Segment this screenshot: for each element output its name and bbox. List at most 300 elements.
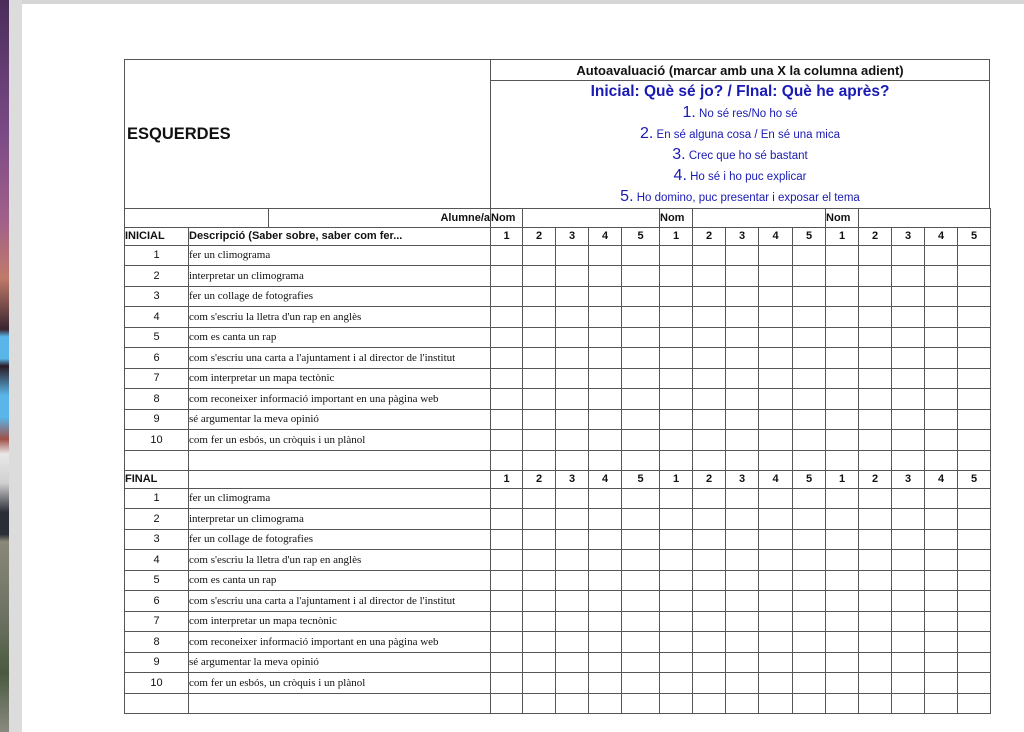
rating-cell[interactable]: [958, 632, 991, 653]
rating-cell[interactable]: [491, 611, 523, 632]
rating-cell[interactable]: [759, 389, 793, 410]
rating-cell[interactable]: [859, 488, 892, 509]
rating-cell[interactable]: [958, 307, 991, 328]
rating-cell[interactable]: [726, 245, 759, 266]
rating-cell[interactable]: [925, 673, 958, 694]
rating-cell[interactable]: [859, 632, 892, 653]
rating-cell[interactable]: [826, 430, 859, 451]
rating-cell[interactable]: [491, 327, 523, 348]
rating-cell[interactable]: [556, 430, 589, 451]
rating-cell[interactable]: [556, 307, 589, 328]
rating-cell[interactable]: [523, 286, 556, 307]
rating-cell[interactable]: [556, 450, 589, 471]
rating-cell[interactable]: [925, 348, 958, 369]
rating-cell[interactable]: [660, 307, 693, 328]
rating-cell[interactable]: [793, 632, 826, 653]
rating-cell[interactable]: [958, 652, 991, 673]
rating-cell[interactable]: [826, 673, 859, 694]
rating-cell[interactable]: [726, 509, 759, 530]
rating-cell[interactable]: [726, 529, 759, 550]
rating-cell[interactable]: [958, 673, 991, 694]
rating-cell[interactable]: [793, 488, 826, 509]
rating-cell[interactable]: [622, 509, 660, 530]
rating-cell[interactable]: [660, 266, 693, 287]
rating-cell[interactable]: [958, 430, 991, 451]
rating-cell[interactable]: [523, 509, 556, 530]
rating-cell[interactable]: [925, 693, 958, 714]
rating-cell[interactable]: [759, 652, 793, 673]
rating-cell[interactable]: [925, 611, 958, 632]
rating-cell[interactable]: [491, 266, 523, 287]
rating-cell[interactable]: [859, 327, 892, 348]
rating-cell[interactable]: [925, 632, 958, 653]
rating-cell[interactable]: [660, 348, 693, 369]
rating-cell[interactable]: [660, 430, 693, 451]
rating-cell[interactable]: [826, 570, 859, 591]
rating-cell[interactable]: [925, 652, 958, 673]
rating-cell[interactable]: [925, 327, 958, 348]
rating-cell[interactable]: [793, 611, 826, 632]
rating-cell[interactable]: [660, 286, 693, 307]
rating-cell[interactable]: [556, 488, 589, 509]
rating-cell[interactable]: [892, 450, 925, 471]
rating-cell[interactable]: [491, 509, 523, 530]
rating-cell[interactable]: [759, 368, 793, 389]
rating-cell[interactable]: [523, 550, 556, 571]
rating-cell[interactable]: [925, 266, 958, 287]
rating-cell[interactable]: [793, 570, 826, 591]
rating-cell[interactable]: [589, 430, 622, 451]
rating-cell[interactable]: [793, 327, 826, 348]
rating-cell[interactable]: [759, 488, 793, 509]
rating-cell[interactable]: [859, 266, 892, 287]
student-name-field[interactable]: [523, 209, 660, 228]
rating-cell[interactable]: [892, 368, 925, 389]
rating-cell[interactable]: [556, 266, 589, 287]
rating-cell[interactable]: [759, 632, 793, 653]
rating-cell[interactable]: [622, 409, 660, 430]
rating-cell[interactable]: [660, 550, 693, 571]
rating-cell[interactable]: [660, 245, 693, 266]
rating-cell[interactable]: [556, 368, 589, 389]
rating-cell[interactable]: [726, 591, 759, 612]
rating-cell[interactable]: [556, 693, 589, 714]
rating-cell[interactable]: [556, 570, 589, 591]
rating-cell[interactable]: [925, 509, 958, 530]
rating-cell[interactable]: [892, 286, 925, 307]
rating-cell[interactable]: [759, 245, 793, 266]
rating-cell[interactable]: [726, 389, 759, 410]
rating-cell[interactable]: [859, 611, 892, 632]
rating-cell[interactable]: [759, 570, 793, 591]
rating-cell[interactable]: [660, 570, 693, 591]
rating-cell[interactable]: [925, 570, 958, 591]
rating-cell[interactable]: [859, 509, 892, 530]
rating-cell[interactable]: [523, 632, 556, 653]
rating-cell[interactable]: [826, 409, 859, 430]
rating-cell[interactable]: [660, 673, 693, 694]
rating-cell[interactable]: [859, 550, 892, 571]
rating-cell[interactable]: [826, 450, 859, 471]
rating-cell[interactable]: [958, 389, 991, 410]
rating-cell[interactable]: [892, 327, 925, 348]
rating-cell[interactable]: [892, 611, 925, 632]
rating-cell[interactable]: [523, 652, 556, 673]
rating-cell[interactable]: [693, 450, 726, 471]
rating-cell[interactable]: [759, 327, 793, 348]
rating-cell[interactable]: [793, 307, 826, 328]
rating-cell[interactable]: [622, 348, 660, 369]
rating-cell[interactable]: [491, 389, 523, 410]
rating-cell[interactable]: [726, 430, 759, 451]
rating-cell[interactable]: [660, 450, 693, 471]
rating-cell[interactable]: [556, 632, 589, 653]
rating-cell[interactable]: [693, 488, 726, 509]
rating-cell[interactable]: [958, 266, 991, 287]
rating-cell[interactable]: [622, 673, 660, 694]
rating-cell[interactable]: [693, 509, 726, 530]
rating-cell[interactable]: [793, 652, 826, 673]
rating-cell[interactable]: [726, 488, 759, 509]
rating-cell[interactable]: [589, 245, 622, 266]
rating-cell[interactable]: [491, 488, 523, 509]
rating-cell[interactable]: [491, 632, 523, 653]
rating-cell[interactable]: [523, 348, 556, 369]
rating-cell[interactable]: [793, 245, 826, 266]
rating-cell[interactable]: [726, 611, 759, 632]
rating-cell[interactable]: [693, 266, 726, 287]
rating-cell[interactable]: [726, 632, 759, 653]
rating-cell[interactable]: [958, 591, 991, 612]
rating-cell[interactable]: [491, 245, 523, 266]
rating-cell[interactable]: [589, 307, 622, 328]
rating-cell[interactable]: [859, 389, 892, 410]
rating-cell[interactable]: [491, 693, 523, 714]
rating-cell[interactable]: [925, 488, 958, 509]
rating-cell[interactable]: [892, 409, 925, 430]
rating-cell[interactable]: [759, 673, 793, 694]
rating-cell[interactable]: [759, 529, 793, 550]
rating-cell[interactable]: [925, 591, 958, 612]
rating-cell[interactable]: [793, 266, 826, 287]
rating-cell[interactable]: [491, 286, 523, 307]
rating-cell[interactable]: [859, 245, 892, 266]
rating-cell[interactable]: [556, 348, 589, 369]
rating-cell[interactable]: [925, 389, 958, 410]
rating-cell[interactable]: [726, 286, 759, 307]
rating-cell[interactable]: [958, 368, 991, 389]
rating-cell[interactable]: [589, 673, 622, 694]
rating-cell[interactable]: [859, 348, 892, 369]
rating-cell[interactable]: [523, 673, 556, 694]
rating-cell[interactable]: [793, 450, 826, 471]
rating-cell[interactable]: [826, 286, 859, 307]
rating-cell[interactable]: [793, 409, 826, 430]
rating-cell[interactable]: [859, 307, 892, 328]
rating-cell[interactable]: [892, 389, 925, 410]
rating-cell[interactable]: [589, 286, 622, 307]
rating-cell[interactable]: [925, 368, 958, 389]
rating-cell[interactable]: [622, 632, 660, 653]
rating-cell[interactable]: [693, 652, 726, 673]
rating-cell[interactable]: [556, 245, 589, 266]
rating-cell[interactable]: [958, 550, 991, 571]
rating-cell[interactable]: [660, 632, 693, 653]
rating-cell[interactable]: [589, 509, 622, 530]
rating-cell[interactable]: [491, 368, 523, 389]
rating-cell[interactable]: [523, 409, 556, 430]
rating-cell[interactable]: [826, 327, 859, 348]
rating-cell[interactable]: [958, 509, 991, 530]
rating-cell[interactable]: [892, 348, 925, 369]
rating-cell[interactable]: [859, 591, 892, 612]
rating-cell[interactable]: [892, 307, 925, 328]
rating-cell[interactable]: [523, 488, 556, 509]
rating-cell[interactable]: [589, 488, 622, 509]
rating-cell[interactable]: [759, 307, 793, 328]
rating-cell[interactable]: [925, 307, 958, 328]
rating-cell[interactable]: [556, 327, 589, 348]
rating-cell[interactable]: [793, 348, 826, 369]
rating-cell[interactable]: [826, 348, 859, 369]
rating-cell[interactable]: [693, 307, 726, 328]
rating-cell[interactable]: [826, 693, 859, 714]
rating-cell[interactable]: [759, 409, 793, 430]
rating-cell[interactable]: [622, 389, 660, 410]
rating-cell[interactable]: [793, 673, 826, 694]
rating-cell[interactable]: [958, 570, 991, 591]
rating-cell[interactable]: [491, 430, 523, 451]
rating-cell[interactable]: [589, 570, 622, 591]
rating-cell[interactable]: [523, 570, 556, 591]
rating-cell[interactable]: [826, 529, 859, 550]
rating-cell[interactable]: [759, 430, 793, 451]
rating-cell[interactable]: [925, 409, 958, 430]
rating-cell[interactable]: [693, 550, 726, 571]
rating-cell[interactable]: [693, 409, 726, 430]
rating-cell[interactable]: [958, 348, 991, 369]
rating-cell[interactable]: [693, 591, 726, 612]
rating-cell[interactable]: [859, 286, 892, 307]
rating-cell[interactable]: [693, 673, 726, 694]
rating-cell[interactable]: [925, 430, 958, 451]
rating-cell[interactable]: [793, 693, 826, 714]
rating-cell[interactable]: [826, 591, 859, 612]
rating-cell[interactable]: [589, 327, 622, 348]
rating-cell[interactable]: [523, 611, 556, 632]
rating-cell[interactable]: [958, 450, 991, 471]
rating-cell[interactable]: [660, 652, 693, 673]
rating-cell[interactable]: [660, 368, 693, 389]
rating-cell[interactable]: [759, 450, 793, 471]
rating-cell[interactable]: [693, 529, 726, 550]
rating-cell[interactable]: [622, 245, 660, 266]
rating-cell[interactable]: [693, 430, 726, 451]
rating-cell[interactable]: [793, 368, 826, 389]
rating-cell[interactable]: [523, 693, 556, 714]
rating-cell[interactable]: [622, 488, 660, 509]
rating-cell[interactable]: [793, 389, 826, 410]
rating-cell[interactable]: [693, 632, 726, 653]
rating-cell[interactable]: [589, 450, 622, 471]
rating-cell[interactable]: [726, 652, 759, 673]
rating-cell[interactable]: [759, 611, 793, 632]
rating-cell[interactable]: [726, 307, 759, 328]
rating-cell[interactable]: [491, 307, 523, 328]
rating-cell[interactable]: [660, 509, 693, 530]
rating-cell[interactable]: [726, 550, 759, 571]
rating-cell[interactable]: [726, 327, 759, 348]
rating-cell[interactable]: [589, 529, 622, 550]
rating-cell[interactable]: [793, 286, 826, 307]
rating-cell[interactable]: [826, 488, 859, 509]
rating-cell[interactable]: [622, 529, 660, 550]
rating-cell[interactable]: [622, 368, 660, 389]
rating-cell[interactable]: [660, 591, 693, 612]
rating-cell[interactable]: [826, 245, 859, 266]
rating-cell[interactable]: [759, 286, 793, 307]
rating-cell[interactable]: [793, 529, 826, 550]
rating-cell[interactable]: [693, 611, 726, 632]
rating-cell[interactable]: [859, 409, 892, 430]
rating-cell[interactable]: [660, 409, 693, 430]
rating-cell[interactable]: [859, 450, 892, 471]
rating-cell[interactable]: [491, 450, 523, 471]
rating-cell[interactable]: [556, 509, 589, 530]
rating-cell[interactable]: [958, 409, 991, 430]
rating-cell[interactable]: [660, 529, 693, 550]
rating-cell[interactable]: [491, 409, 523, 430]
rating-cell[interactable]: [793, 509, 826, 530]
rating-cell[interactable]: [859, 368, 892, 389]
rating-cell[interactable]: [622, 652, 660, 673]
rating-cell[interactable]: [622, 591, 660, 612]
rating-cell[interactable]: [556, 550, 589, 571]
rating-cell[interactable]: [693, 348, 726, 369]
rating-cell[interactable]: [523, 430, 556, 451]
rating-cell[interactable]: [726, 266, 759, 287]
rating-cell[interactable]: [726, 570, 759, 591]
rating-cell[interactable]: [589, 693, 622, 714]
rating-cell[interactable]: [826, 652, 859, 673]
rating-cell[interactable]: [693, 327, 726, 348]
rating-cell[interactable]: [556, 652, 589, 673]
rating-cell[interactable]: [556, 409, 589, 430]
rating-cell[interactable]: [491, 591, 523, 612]
rating-cell[interactable]: [589, 266, 622, 287]
rating-cell[interactable]: [925, 245, 958, 266]
rating-cell[interactable]: [958, 529, 991, 550]
rating-cell[interactable]: [622, 450, 660, 471]
rating-cell[interactable]: [660, 389, 693, 410]
rating-cell[interactable]: [523, 529, 556, 550]
rating-cell[interactable]: [556, 611, 589, 632]
rating-cell[interactable]: [589, 389, 622, 410]
rating-cell[interactable]: [892, 266, 925, 287]
rating-cell[interactable]: [958, 611, 991, 632]
rating-cell[interactable]: [859, 673, 892, 694]
rating-cell[interactable]: [892, 245, 925, 266]
rating-cell[interactable]: [622, 611, 660, 632]
rating-cell[interactable]: [523, 368, 556, 389]
rating-cell[interactable]: [826, 611, 859, 632]
rating-cell[interactable]: [892, 652, 925, 673]
rating-cell[interactable]: [793, 430, 826, 451]
rating-cell[interactable]: [859, 693, 892, 714]
rating-cell[interactable]: [622, 693, 660, 714]
rating-cell[interactable]: [693, 693, 726, 714]
rating-cell[interactable]: [491, 529, 523, 550]
rating-cell[interactable]: [523, 245, 556, 266]
rating-cell[interactable]: [622, 430, 660, 451]
rating-cell[interactable]: [589, 348, 622, 369]
rating-cell[interactable]: [759, 550, 793, 571]
rating-cell[interactable]: [556, 591, 589, 612]
rating-cell[interactable]: [660, 488, 693, 509]
rating-cell[interactable]: [859, 430, 892, 451]
rating-cell[interactable]: [925, 550, 958, 571]
rating-cell[interactable]: [726, 450, 759, 471]
rating-cell[interactable]: [726, 409, 759, 430]
rating-cell[interactable]: [759, 591, 793, 612]
rating-cell[interactable]: [660, 327, 693, 348]
rating-cell[interactable]: [726, 673, 759, 694]
rating-cell[interactable]: [660, 693, 693, 714]
rating-cell[interactable]: [892, 529, 925, 550]
rating-cell[interactable]: [759, 509, 793, 530]
student-name-field[interactable]: [693, 209, 826, 228]
rating-cell[interactable]: [523, 307, 556, 328]
rating-cell[interactable]: [793, 591, 826, 612]
rating-cell[interactable]: [622, 327, 660, 348]
rating-cell[interactable]: [892, 591, 925, 612]
rating-cell[interactable]: [958, 693, 991, 714]
rating-cell[interactable]: [556, 529, 589, 550]
rating-cell[interactable]: [859, 529, 892, 550]
rating-cell[interactable]: [892, 632, 925, 653]
rating-cell[interactable]: [491, 652, 523, 673]
rating-cell[interactable]: [925, 286, 958, 307]
rating-cell[interactable]: [892, 509, 925, 530]
rating-cell[interactable]: [958, 327, 991, 348]
rating-cell[interactable]: [726, 348, 759, 369]
rating-cell[interactable]: [859, 570, 892, 591]
rating-cell[interactable]: [826, 307, 859, 328]
rating-cell[interactable]: [693, 245, 726, 266]
rating-cell[interactable]: [892, 673, 925, 694]
rating-cell[interactable]: [693, 570, 726, 591]
rating-cell[interactable]: [556, 673, 589, 694]
rating-cell[interactable]: [826, 550, 859, 571]
rating-cell[interactable]: [892, 570, 925, 591]
rating-cell[interactable]: [589, 591, 622, 612]
rating-cell[interactable]: [826, 368, 859, 389]
rating-cell[interactable]: [523, 389, 556, 410]
rating-cell[interactable]: [622, 570, 660, 591]
rating-cell[interactable]: [892, 488, 925, 509]
rating-cell[interactable]: [958, 286, 991, 307]
rating-cell[interactable]: [491, 348, 523, 369]
rating-cell[interactable]: [892, 430, 925, 451]
rating-cell[interactable]: [759, 693, 793, 714]
rating-cell[interactable]: [892, 550, 925, 571]
rating-cell[interactable]: [589, 611, 622, 632]
rating-cell[interactable]: [759, 266, 793, 287]
rating-cell[interactable]: [491, 673, 523, 694]
rating-cell[interactable]: [726, 368, 759, 389]
rating-cell[interactable]: [693, 389, 726, 410]
rating-cell[interactable]: [589, 652, 622, 673]
